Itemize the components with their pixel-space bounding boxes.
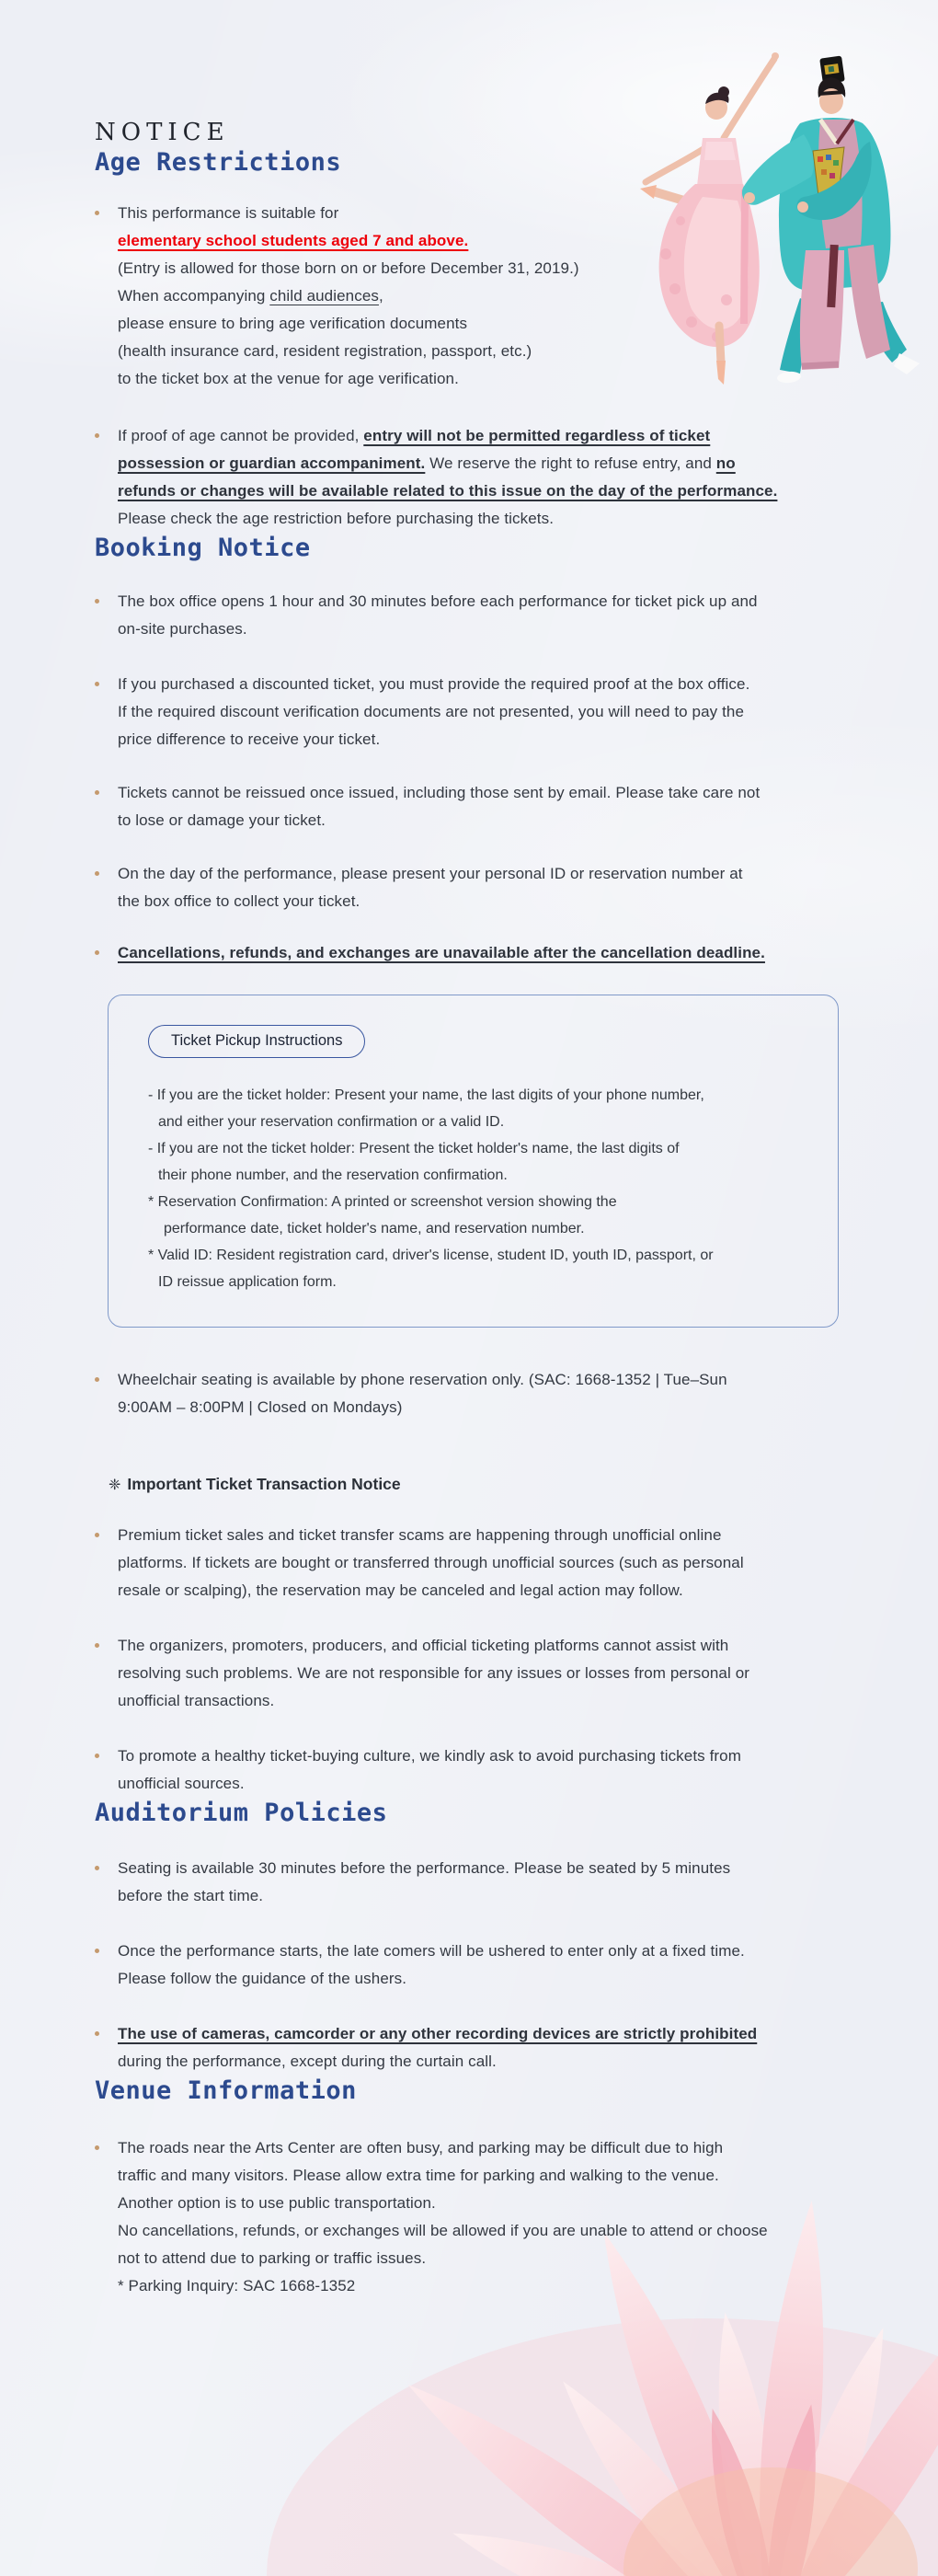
age-b1-line1: This performance is suitable for [118,204,339,222]
booking-bullet-4 [95,860,860,915]
pickup-line-6: performance date, ticket holder's name, and reservation number. [164,1221,585,1236]
ticket-pickup-badge: Ticket Pickup Instructions [148,1025,365,1058]
transaction-bullet-1-text [118,1522,860,1604]
pickup-line-1: - If you are the ticket holder: Present your name, the last digits of your phone number, [148,1087,704,1103]
transaction-bullet-1 [95,1522,860,1604]
booking-b2-line2: If the required discount verification documents are not presented, you will need to pay the [118,703,744,720]
age-b2-seg5: no [715,454,736,472]
venue-line1a: The roads near the Arts Center are often busy, and parking may be difficult due to high [118,2139,724,2156]
age-b1-line3: (Entry is allowed for those born on or before December 31, 2019.) [118,259,579,277]
auditorium-bullet-2 [95,1938,860,1993]
auditorium-bullet-2-text [118,1938,860,1993]
wheelchair-line2: 9:00AM – 8:00PM | Closed on Mondays) [118,1398,403,1416]
age-b1-line5: please ensure to bring age verification documents [118,315,468,332]
bullet-dot [95,682,99,686]
venue-information-heading: Venue Information [95,2076,357,2105]
venue-line2: Another option is to use public transportation. [118,2194,436,2212]
pickup-line-2: and either your reservation confirmation or a valid ID. [158,1114,505,1130]
section-auditorium-policies [95,1798,860,2076]
transaction-heading-text: Important Ticket Transaction Notice [127,1475,401,1493]
age-b1-line7: to the ticket box at the venue for age verification. [118,370,459,387]
booking-bullet-3-text [118,779,860,834]
age-b2-seg4: We reserve the right to refuse entry, and [425,454,716,472]
auditorium-bullet-1 [95,1855,860,1910]
transaction-bullet-2 [95,1632,860,1715]
auditorium-b1-line1: Seating is available 30 minutes before the performance. Please be seated by 5 minutes [118,1859,731,1877]
booking-bullet-3 [95,779,860,834]
booking-bullet-2 [95,671,860,753]
transaction-b1-line1: Premium ticket sales and ticket transfer scams are happening through unofficial online [118,1526,722,1544]
recording-prohibited-warning: The use of cameras, camcorder or any other recording devices are strictly prohibited [118,2025,758,2042]
section-age-restrictions [95,147,860,533]
transaction-b2-line3: unofficial transactions. [118,1692,275,1709]
venue-bullet-1-text [118,2134,860,2300]
transaction-b3-line1: To promote a healthy ticket-buying culture, we kindly ask to avoid purchasing tickets from [118,1747,741,1765]
venue-line3a: No cancellations, refunds, or exchanges will be allowed if you are unable to attend or choose [118,2222,768,2239]
age-b2-seg1: If proof of age cannot be provided, [118,427,364,444]
venue-parking-inquiry: * Parking Inquiry: SAC 1668-1352 [118,2277,356,2294]
age-b1-child-audiences: child audiences [269,287,379,305]
bullet-dot [95,433,99,438]
booking-bullet-4-text [118,860,860,915]
bullet-dot [95,211,99,215]
booking-bullet-1 [95,588,860,643]
booking-b3-line2: to lose or damage your ticket. [118,811,326,829]
auditorium-bullet-1-text [118,1855,860,1910]
bullet-dot [95,790,99,795]
transaction-b1-line2: platforms. If tickets are bought or transferred through unofficial sources (such as personal [118,1554,744,1571]
transaction-bullet-2-text [118,1632,860,1715]
booking-b2-line1: If you purchased a discounted ticket, you must provide the required proof at the box office. [118,675,750,693]
auditorium-policies-heading: Auditorium Policies [95,1799,388,1827]
wheelchair-line1: Wheelchair seating is available by phone reservation only. (SAC: 1668-1352 | Tue–Sun [118,1371,727,1388]
transaction-b1-line3: resale or scalping), the reservation may be canceled and legal action may follow. [118,1581,683,1599]
auditorium-b2-line1: Once the performance starts, the late comers will be ushered to enter only at a fixed time. [118,1942,745,1960]
auditorium-b3-line2: during the performance, except during the curtain call. [118,2053,497,2070]
transaction-notice-heading [95,1475,860,1494]
page-title: NOTICE [95,119,230,146]
booking-bullet-5-text [118,939,860,967]
bullet-dot [95,1643,99,1648]
booking-b4-line1: On the day of the performance, please present your personal ID or reservation number at [118,865,743,882]
venue-line3b: not to attend due to parking or traffic issues. [118,2249,427,2267]
transaction-bullet-3 [95,1742,860,1798]
transaction-b2-line2: resolving such problems. We are not responsible for any issues or losses from personal or [118,1664,750,1682]
age-bullet-1 [95,200,860,393]
auditorium-b2-line2: Please follow the guidance of the ushers. [118,1970,407,1987]
flower-symbol-icon: ❈ [109,1476,121,1493]
section-booking-notice [95,533,860,1798]
age-b2-seg7: Please check the age restriction before purchasing the tickets. [118,510,555,527]
booking-b2-line3: price difference to receive your ticket. [118,730,381,748]
age-bullet-2-text [118,422,860,533]
age-b1-line6: (health insurance card, resident registration, passport, etc.) [118,342,532,360]
auditorium-bullet-3-text [118,2020,860,2076]
auditorium-bullet-3 [95,2020,860,2076]
ticket-pickup-instructions [148,1082,808,1295]
bullet-dot [95,1533,99,1537]
booking-bullet-1-text [118,588,860,643]
age-b2-seg3: possession or guardian accompaniment. [118,454,426,472]
bullet-dot [95,1754,99,1758]
pickup-line-4: their phone number, and the reservation confirmation. [158,1167,508,1183]
booking-notice-heading: Booking Notice [95,534,311,562]
age-b1-line4c: , [378,287,383,305]
booking-b1-line1: The box office opens 1 hour and 30 minutes before each performance for ticket pick up and [118,592,758,610]
age-b2-seg6: refunds or changes will be available related to this issue on the day of the performance. [118,482,778,500]
booking-b3-line1: Tickets cannot be reissued once issued, including those sent by email. Please take care not [118,784,761,801]
booking-b4-line2: the box office to collect your ticket. [118,892,360,910]
bullet-dot [95,871,99,876]
bullet-dot [95,2145,99,2150]
transaction-b2-line1: The organizers, promoters, producers, and official ticketing platforms cannot assist with [118,1637,729,1654]
booking-cancellation-warning: Cancellations, refunds, and exchanges are unavailable after the cancellation deadline. [118,944,765,961]
venue-bullet-1 [95,2134,860,2300]
ticket-pickup-box [108,995,839,1328]
age-b1-line4a: When accompanying [118,287,270,305]
transaction-b3-line2: unofficial sources. [118,1775,245,1792]
bullet-dot [95,950,99,955]
age-restrictions-heading: Age Restrictions [95,148,342,177]
bullet-dot [95,1866,99,1870]
pickup-line-5: * Reservation Confirmation: A printed or screenshot version showing the [148,1194,617,1210]
bullet-dot [95,2031,99,2036]
section-venue-information [95,2076,860,2300]
pickup-line-3: - If you are not the ticket holder: Present the ticket holder's name, the last digits of [148,1141,680,1156]
booking-b1-line2: on-site purchases. [118,620,247,638]
age-b2-seg2: entry will not be permitted regardless of ticket [363,427,711,444]
auditorium-b1-line2: before the start time. [118,1887,264,1904]
wheelchair-bullet [95,1366,860,1421]
bullet-dot [95,599,99,604]
booking-bullet-5 [95,939,860,967]
booking-bullet-2-text [118,671,860,753]
pickup-line-7: * Valid ID: Resident registration card, driver's license, student ID, youth ID, passport, or [148,1248,714,1263]
transaction-bullet-3-text [118,1742,860,1798]
age-red-highlight: elementary school students aged 7 and above. [118,232,469,249]
venue-line1b: traffic and many visitors. Please allow extra time for parking and walking to the venue. [118,2167,719,2184]
pickup-line-8: ID reissue application form. [158,1274,337,1290]
bullet-dot [95,1377,99,1382]
bullet-dot [95,1949,99,1953]
age-bullet-2 [95,422,860,533]
age-bullet-1-text [118,200,860,393]
wheelchair-bullet-text [118,1366,860,1421]
